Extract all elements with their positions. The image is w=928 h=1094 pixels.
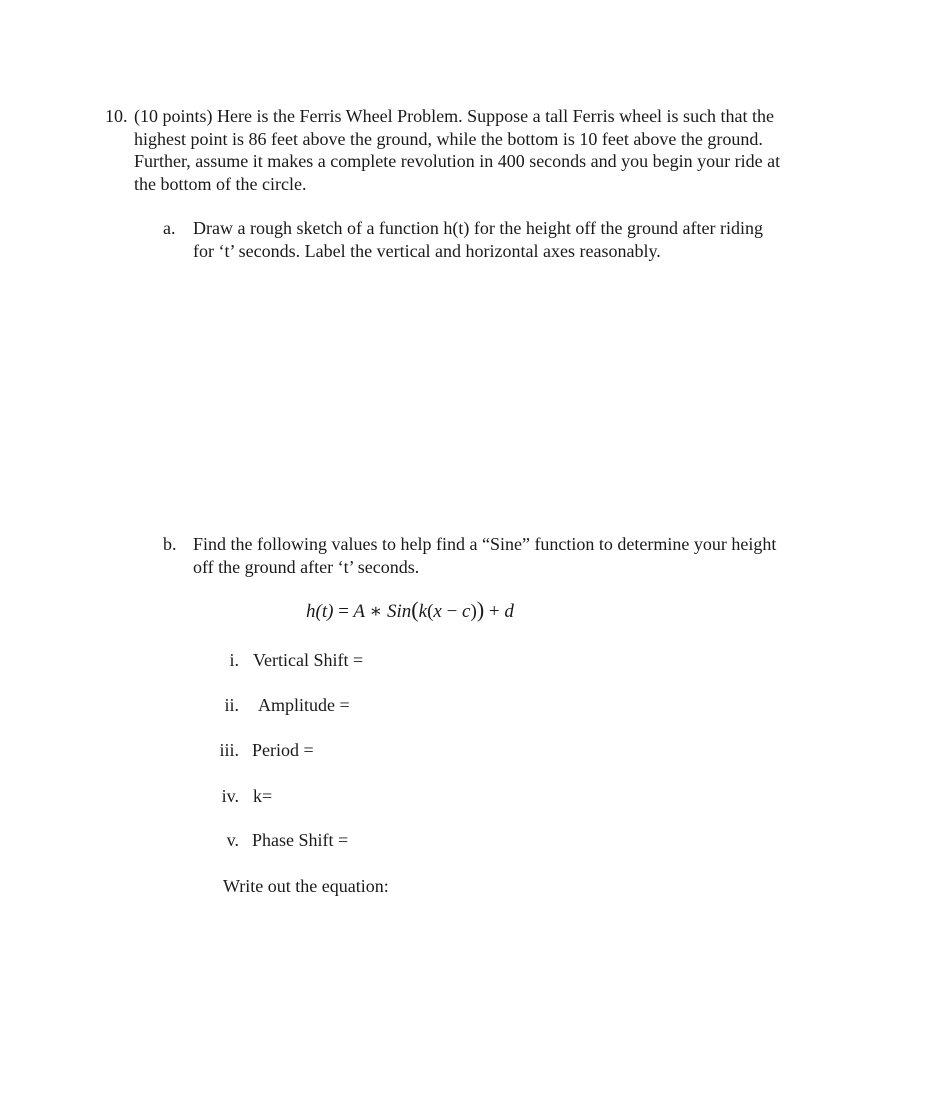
item-numeral: iii. [219, 740, 239, 760]
formula-amplitude: A [353, 601, 365, 622]
item-amplitude: Amplitude = [258, 695, 350, 715]
formula-times: ∗ [369, 601, 383, 622]
formula-open-paren-outer: ( [411, 597, 419, 622]
formula-k: k [418, 601, 428, 622]
item-k: k= [253, 786, 273, 806]
formula-close-paren-outer: ) [476, 597, 485, 622]
formula-minus: − [446, 601, 458, 622]
question-intro: (10 points) Here is the Ferris Wheel Problem. Suppose a tall Ferris wheel is such that the highest point is 86 feet above the ground, while the bottom is 10 feet above the ground. Further, assume it makes a complete revolution in 400 seconds and you begin your ride at the bottom of the circle. [134, 106, 781, 194]
formula-d: d [504, 601, 514, 622]
item-numeral: iv. [221, 786, 239, 806]
formula-open-paren-inner: ( [427, 601, 434, 622]
item-numeral: v. [226, 830, 239, 850]
part-b-text: Find the following values to help find a “Sine” function to determine your height off the ground after ‘t’ seconds. [193, 534, 777, 577]
item-numeral: ii. [224, 695, 239, 715]
item-period: Period = [252, 740, 314, 760]
part-b-label: b. [163, 534, 177, 554]
formula-plus: + [488, 601, 500, 622]
item-numeral: i. [229, 650, 239, 670]
formula-x: x [433, 601, 442, 622]
part-a-label: a. [163, 218, 176, 238]
item-phase-shift: Phase Shift = [252, 830, 349, 850]
part-a-text: Draw a rough sketch of a function h(t) for the height off the ground after riding for ‘t’ seconds. Label the vertical and horizontal axes reasonably. [193, 218, 763, 261]
question-number: 10. [105, 106, 128, 126]
write-equation-prompt: Write out the equation: [223, 876, 389, 896]
sketch-area [163, 275, 783, 515]
formula-sin: Sin [387, 601, 412, 622]
formula-close-paren-inner: ) [470, 601, 477, 622]
sine-formula [306, 599, 514, 624]
formula-c: c [462, 601, 471, 622]
formula-equals: = [338, 601, 349, 622]
item-vertical-shift: Vertical Shift = [253, 650, 364, 670]
formula-lhs: h(t) [306, 601, 334, 622]
